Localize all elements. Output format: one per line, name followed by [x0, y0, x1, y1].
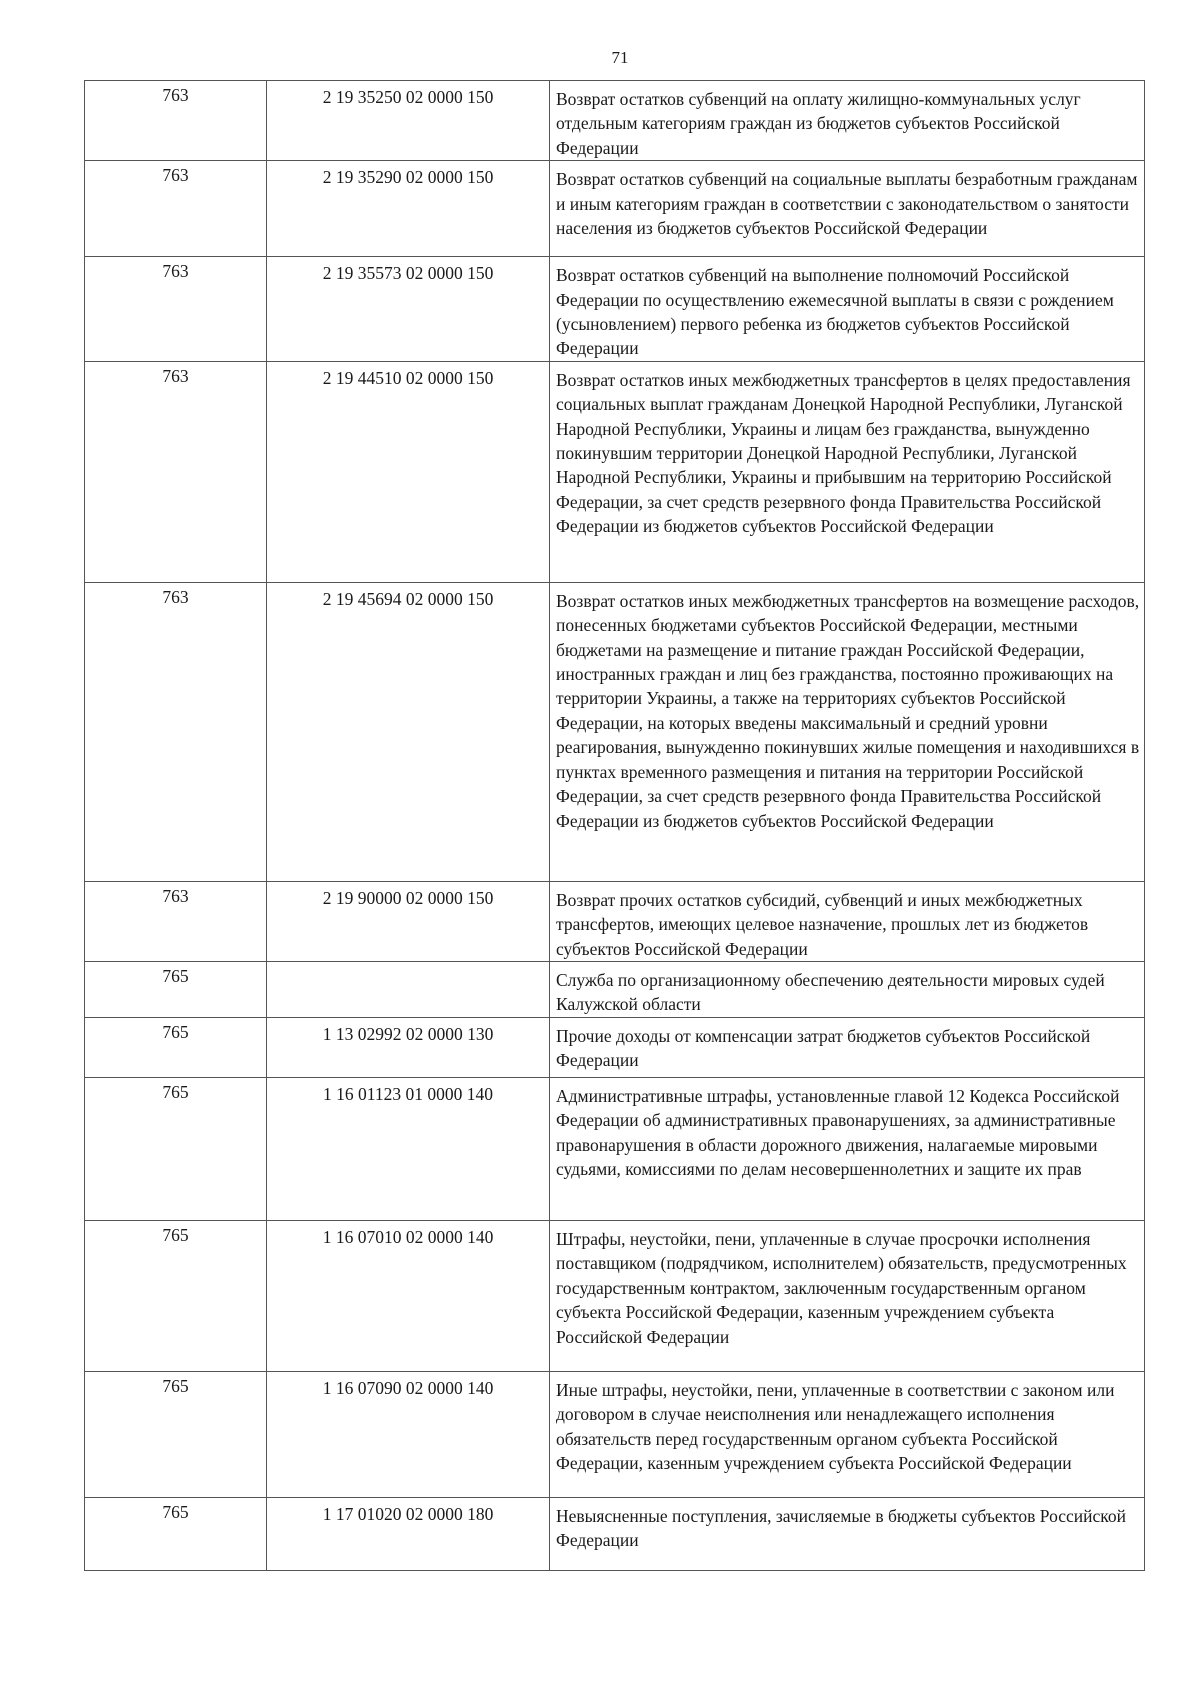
table-row [85, 1371, 1145, 1497]
revenue-code-cell: 2 19 90000 02 0000 150 [267, 881, 550, 961]
table-row [85, 1220, 1145, 1371]
revenue-code-cell: 2 19 35250 02 0000 150 [267, 81, 550, 161]
admin-code-cell: 763 [85, 81, 267, 161]
admin-code-cell: 763 [85, 257, 267, 362]
description-text: Возврат остатков субвенций на оплату жилищно-коммунальных услуг отдельным категориям граждан из бюджетов субъектов Российской Федерации [556, 89, 1081, 158]
revenue-code-cell: 2 19 45694 02 0000 150 [267, 582, 550, 881]
admin-code-cell: 763 [85, 361, 267, 582]
revenue-code-cell: 2 19 35290 02 0000 150 [267, 161, 550, 257]
description-cell [550, 582, 1145, 881]
description-text: Административные штрафы, установленные главой 12 Кодекса Российской Федерации об административных правонарушениях, за административные правонарушения в области дорожного движения, налагаемые мировыми судьями, комиссиями по делам несовершеннолетних и защите их прав [556, 1085, 1120, 1180]
description-text: Невыясненные поступления, зачисляемые в бюджеты субъектов Российской Федерации [556, 1505, 1127, 1551]
table-row [85, 257, 1145, 362]
description-cell [550, 81, 1145, 161]
table-row [85, 361, 1145, 582]
admin-code-cell: 765 [85, 1497, 267, 1570]
table-row [85, 161, 1145, 257]
admin-code-cell: 763 [85, 161, 267, 257]
admin-code-cell: 765 [85, 1371, 267, 1497]
revenue-code-cell: 1 13 02992 02 0000 130 [267, 1017, 550, 1077]
revenue-code-cell: 2 19 35573 02 0000 150 [267, 257, 550, 362]
description-text: Возврат остатков субвенций на выполнение полномочий Российской Федерации по осуществлению ежемесячной выплаты в связи с рождением (усыновлением) первого ребенка из бюджетов субъектов Российской Федерации [556, 265, 1114, 359]
description-cell [550, 361, 1145, 582]
admin-code-cell: 765 [85, 1077, 267, 1220]
admin-code-cell: 765 [85, 1017, 267, 1077]
revenue-code-cell [267, 962, 550, 1018]
description-text: Штрафы, неустойки, пени, уплаченные в случае просрочки исполнения поставщиком (подрядчиком, исполнителем) обязательств, предусмотренных государственным контрактом, заключенным государственным органом субъекта Российской Федерации, казенным учреждением субъекта Российской Федерации [556, 1228, 1127, 1347]
description-cell [550, 962, 1145, 1018]
description-cell [550, 1077, 1145, 1220]
table-row [85, 962, 1145, 1018]
table-row [85, 81, 1145, 161]
table-row [85, 1077, 1145, 1220]
description-text: Служба по организационному обеспечению деятельности мировых судей Калужской области [556, 970, 1105, 1015]
description-cell [550, 257, 1145, 362]
admin-code-cell: 765 [85, 1220, 267, 1371]
revenue-code-cell: 1 16 07090 02 0000 140 [267, 1371, 550, 1497]
description-cell [550, 881, 1145, 961]
table-row [85, 1497, 1145, 1570]
description-text: Иные штрафы, неустойки, пени, уплаченные в соответствии с законом или договором в случае неисполнения или ненадлежащего исполнения обязательств перед государственным органом субъекта Российской Федерации, казенным учреждением субъекта Российской Федерации [556, 1379, 1115, 1474]
table-row [85, 582, 1145, 881]
revenue-code-cell: 2 19 44510 02 0000 150 [267, 361, 550, 582]
description-text: Возврат остатков иных межбюджетных трансфертов в целях предоставления социальных выплат гражданам Донецкой Народной Республики, Луганской Народной Республики, Украины и лицам без гражданства, вынужденно покинувшим территории Донецкой Народной Республики, Луганской Народной Республики, Украины и прибывшим на территорию Российской Федерации, за счет средств резервного фонда Правительства Российской Федерации из бюджетов субъектов Российской Федерации [556, 369, 1131, 537]
description-cell [550, 1017, 1145, 1077]
page-number: 71 [611, 48, 629, 67]
description-text: Возврат остатков иных межбюджетных трансфертов на возмещение расходов, понесенных бюджетами субъектов Российской Федерации, местными бюджетами на размещение и питание граждан Российской Федерации, иностранных граждан и лиц без гражданства, постоянно проживающих на территории Украины, а также на территориях субъектов Российской Федерации, на которых введены максимальный и средний уровни реагирования, вынужденно покинувших жилые помещения и находившихся в пунктах временного размещения и питания на территории Российской Федерации, за счет средств резервного фонда Правительства Российской Федерации из бюджетов субъектов Российской Федерации [556, 590, 1140, 831]
table-row [85, 881, 1145, 961]
revenue-code-cell: 1 17 01020 02 0000 180 [267, 1497, 550, 1570]
table-row [85, 1017, 1145, 1077]
revenue-code-cell: 1 16 07010 02 0000 140 [267, 1220, 550, 1371]
description-cell [550, 161, 1145, 257]
description-text: Прочие доходы от компенсации затрат бюджетов субъектов Российской Федерации [556, 1025, 1091, 1071]
description-text: Возврат прочих остатков субсидий, субвенций и иных межбюджетных трансфертов, имеющих целевое назначение, прошлых лет из бюджетов субъектов Российской Федерации [556, 889, 1089, 959]
admin-code-cell: 765 [85, 962, 267, 1018]
description-cell [550, 1371, 1145, 1497]
admin-code-cell: 763 [85, 881, 267, 961]
revenue-code-cell: 1 16 01123 01 0000 140 [267, 1077, 550, 1220]
description-cell [550, 1220, 1145, 1371]
description-text: Возврат остатков субвенций на социальные выплаты безработным гражданам и иным категориям граждан в соответствии с законодательством о занятости населения из бюджетов субъектов Российской Федерации [556, 169, 1138, 239]
description-cell [550, 1497, 1145, 1570]
admin-code-cell: 763 [85, 582, 267, 881]
revenue-codes-table [84, 80, 1145, 1571]
